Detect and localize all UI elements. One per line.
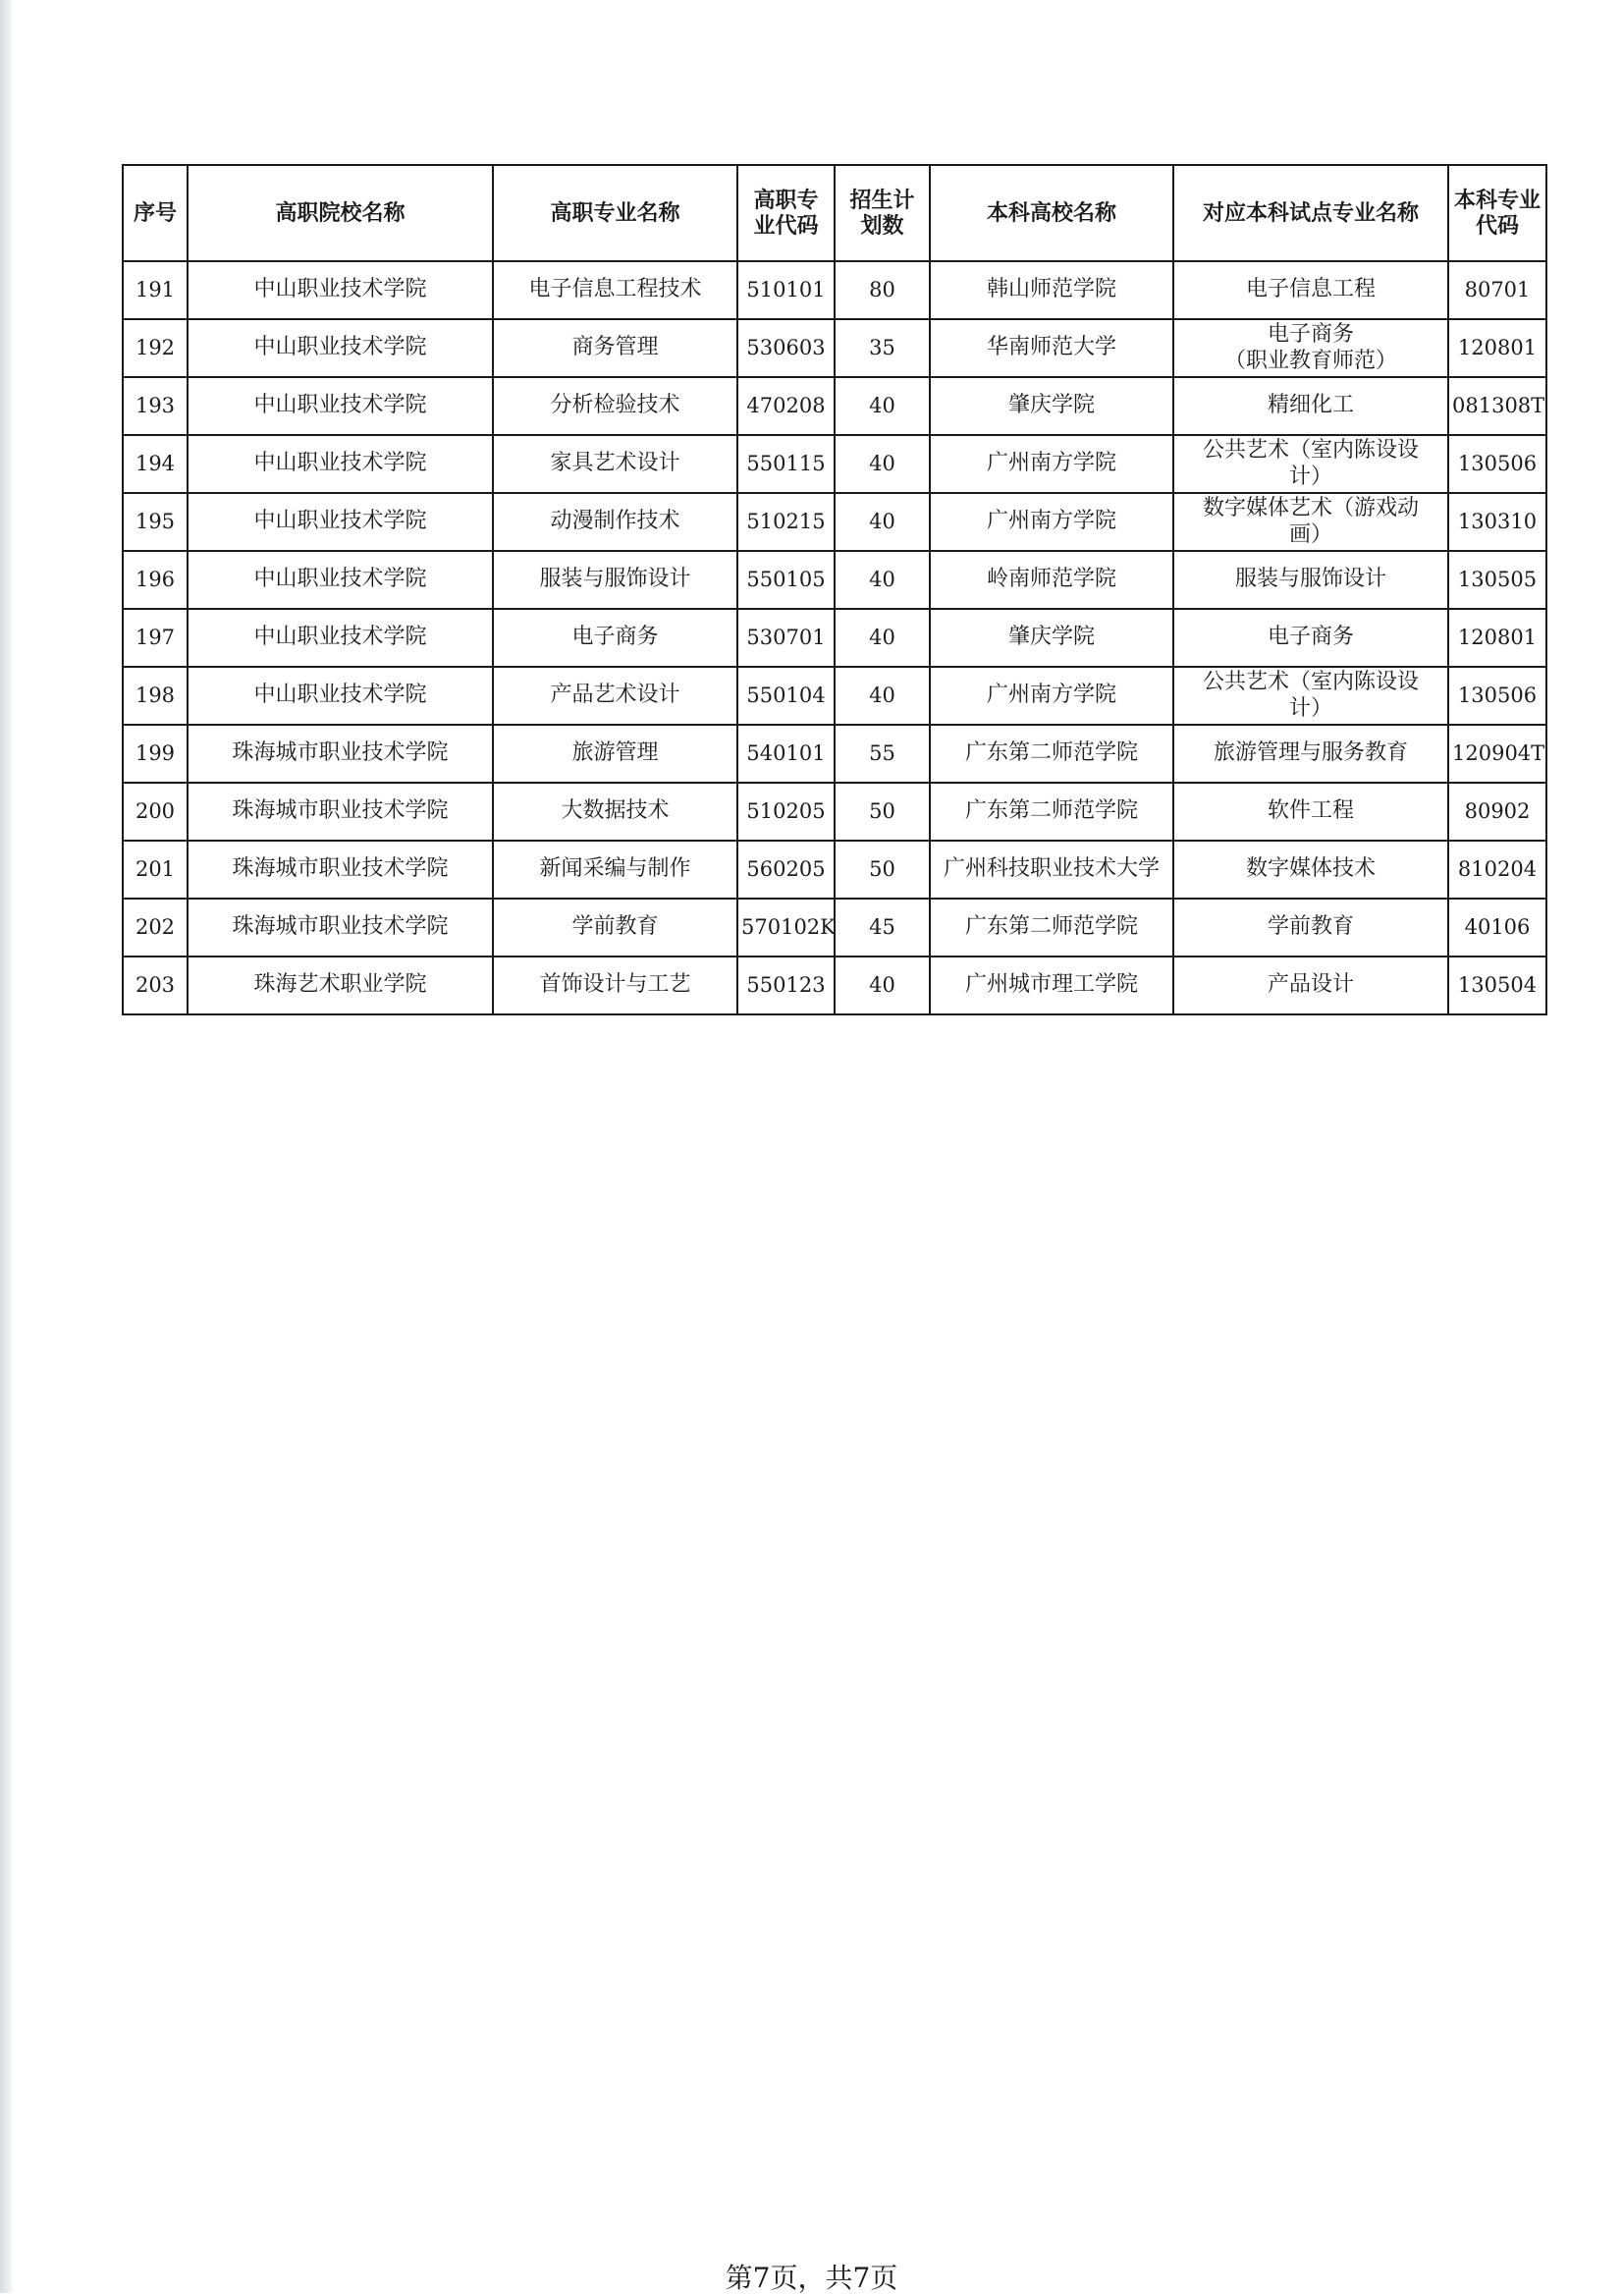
cell-hv-code: 550105 bbox=[737, 551, 835, 609]
cell-ug-major-line: 公共艺术（室内陈设设 bbox=[1202, 438, 1419, 464]
cell-plan: 40 bbox=[835, 377, 930, 435]
cell-ug-major-line: 旅游管理与服务教育 bbox=[1213, 740, 1408, 766]
cell-hv-code: 470208 bbox=[737, 377, 835, 435]
cell-ug-major-line: 数字媒体技术 bbox=[1245, 856, 1376, 882]
cell-hv-school: 中山职业技术学院 bbox=[188, 667, 493, 725]
header-plan-line: 划数 bbox=[860, 213, 904, 239]
cell-ug-code: 130310 bbox=[1448, 493, 1546, 551]
cell-hv-school: 中山职业技术学院 bbox=[188, 551, 493, 609]
cell-ug-school: 肇庆学院 bbox=[930, 609, 1173, 667]
header-hv-school: 高职院校名称 bbox=[188, 165, 493, 261]
cell-seq: 192 bbox=[123, 319, 188, 377]
cell-plan: 40 bbox=[835, 957, 930, 1014]
cell-hv-school: 中山职业技术学院 bbox=[188, 493, 493, 551]
cell-ug-school: 广州南方学院 bbox=[930, 493, 1173, 551]
cell-plan: 40 bbox=[835, 493, 930, 551]
cell-ug-code: 40106 bbox=[1448, 899, 1546, 957]
cell-plan: 40 bbox=[835, 435, 930, 493]
cell-plan: 40 bbox=[835, 551, 930, 609]
cell-ug-major bbox=[1173, 435, 1448, 493]
table-row bbox=[123, 261, 1546, 319]
table-row bbox=[123, 319, 1546, 377]
cell-ug-code: 120801 bbox=[1448, 319, 1546, 377]
table-row bbox=[123, 783, 1546, 841]
cell-hv-code: 550104 bbox=[737, 667, 835, 725]
cell-hv-major: 电子信息工程技术 bbox=[493, 261, 737, 319]
cell-hv-code: 530701 bbox=[737, 609, 835, 667]
cell-hv-code: 510205 bbox=[737, 783, 835, 841]
cell-ug-code: 120801 bbox=[1448, 609, 1546, 667]
cell-ug-school: 肇庆学院 bbox=[930, 377, 1173, 435]
cell-ug-school: 广东第二师范学院 bbox=[930, 783, 1173, 841]
header-seq: 序号 bbox=[123, 165, 188, 261]
cell-seq: 200 bbox=[123, 783, 188, 841]
table-body bbox=[123, 261, 1546, 1014]
cell-ug-school: 广州南方学院 bbox=[930, 435, 1173, 493]
cell-hv-school: 中山职业技术学院 bbox=[188, 435, 493, 493]
cell-hv-school: 珠海城市职业技术学院 bbox=[188, 899, 493, 957]
cell-hv-major: 旅游管理 bbox=[493, 725, 737, 783]
cell-hv-school: 珠海城市职业技术学院 bbox=[188, 841, 493, 899]
cell-hv-major: 学前教育 bbox=[493, 899, 737, 957]
cell-ug-major-line: 电子信息工程 bbox=[1245, 277, 1376, 302]
cell-ug-code: 80701 bbox=[1448, 261, 1546, 319]
table-row bbox=[123, 725, 1546, 783]
cell-seq: 203 bbox=[123, 957, 188, 1014]
cell-ug-major-line: 软件工程 bbox=[1267, 798, 1354, 824]
header-ug-school: 本科高校名称 bbox=[930, 165, 1173, 261]
cell-ug-major bbox=[1173, 319, 1448, 377]
header-ug-code-line: 代码 bbox=[1475, 213, 1519, 239]
cell-ug-major bbox=[1173, 783, 1448, 841]
cell-ug-major bbox=[1173, 609, 1448, 667]
cell-hv-major: 家具艺术设计 bbox=[493, 435, 737, 493]
table-row bbox=[123, 667, 1546, 725]
cell-ug-code: 081308T bbox=[1448, 377, 1546, 435]
header-ug-code-line: 本科专业 bbox=[1453, 187, 1541, 213]
cell-seq: 197 bbox=[123, 609, 188, 667]
cell-ug-school: 广东第二师范学院 bbox=[930, 725, 1173, 783]
cell-ug-major-line: 画） bbox=[1288, 521, 1332, 547]
cell-hv-school: 珠海城市职业技术学院 bbox=[188, 783, 493, 841]
cell-ug-major-line: 计） bbox=[1288, 464, 1332, 489]
cell-plan: 40 bbox=[835, 667, 930, 725]
cell-ug-major bbox=[1173, 957, 1448, 1014]
table-row bbox=[123, 377, 1546, 435]
cell-ug-major-line: 精细化工 bbox=[1267, 393, 1354, 418]
cell-seq: 194 bbox=[123, 435, 188, 493]
cell-ug-school: 韩山师范学院 bbox=[930, 261, 1173, 319]
cell-ug-major bbox=[1173, 493, 1448, 551]
cell-ug-major-line: 学前教育 bbox=[1267, 914, 1354, 940]
cell-plan: 50 bbox=[835, 783, 930, 841]
cell-hv-school: 珠海艺术职业学院 bbox=[188, 957, 493, 1014]
cell-hv-code: 510215 bbox=[737, 493, 835, 551]
cell-hv-code: 560205 bbox=[737, 841, 835, 899]
cell-ug-school: 华南师范大学 bbox=[930, 319, 1173, 377]
table-row bbox=[123, 435, 1546, 493]
header-hv-code-line: 业代码 bbox=[753, 213, 819, 239]
cell-plan: 50 bbox=[835, 841, 930, 899]
cell-hv-major: 分析检验技术 bbox=[493, 377, 737, 435]
cell-ug-major-line: 数字媒体艺术（游戏动 bbox=[1202, 496, 1419, 521]
cell-ug-school: 广东第二师范学院 bbox=[930, 899, 1173, 957]
header-hv-major: 高职专业名称 bbox=[493, 165, 737, 261]
table-row bbox=[123, 957, 1546, 1014]
cell-ug-major bbox=[1173, 551, 1448, 609]
cell-plan: 45 bbox=[835, 899, 930, 957]
cell-seq: 196 bbox=[123, 551, 188, 609]
cell-ug-school: 广州城市理工学院 bbox=[930, 957, 1173, 1014]
cell-hv-major: 服装与服饰设计 bbox=[493, 551, 737, 609]
cell-hv-code: 550115 bbox=[737, 435, 835, 493]
cell-hv-code: 540101 bbox=[737, 725, 835, 783]
cell-plan: 35 bbox=[835, 319, 930, 377]
cell-hv-major: 产品艺术设计 bbox=[493, 667, 737, 725]
cell-seq: 199 bbox=[123, 725, 188, 783]
cell-ug-code: 130504 bbox=[1448, 957, 1546, 1014]
cell-ug-major-line: 计） bbox=[1288, 695, 1332, 721]
cell-ug-major bbox=[1173, 725, 1448, 783]
cell-ug-code: 130506 bbox=[1448, 667, 1546, 725]
cell-plan: 40 bbox=[835, 609, 930, 667]
cell-hv-code: 510101 bbox=[737, 261, 835, 319]
cell-ug-major-line: 电子商务 bbox=[1267, 322, 1354, 348]
cell-hv-code: 530603 bbox=[737, 319, 835, 377]
cell-hv-major: 新闻采编与制作 bbox=[493, 841, 737, 899]
cell-hv-school: 中山职业技术学院 bbox=[188, 319, 493, 377]
cell-ug-major-line: 服装与服饰设计 bbox=[1234, 567, 1386, 592]
header-ug-major: 对应本科试点专业名称 bbox=[1173, 165, 1448, 261]
header-hv-code-line: 高职专 bbox=[753, 187, 819, 213]
header-ug-code bbox=[1448, 165, 1546, 261]
cell-hv-major: 大数据技术 bbox=[493, 783, 737, 841]
cell-ug-major bbox=[1173, 899, 1448, 957]
enrollment-table bbox=[122, 164, 1547, 1015]
header-hv-code bbox=[737, 165, 835, 261]
table-row bbox=[123, 899, 1546, 957]
scan-edge-shadow bbox=[0, 0, 14, 2293]
cell-ug-major-line: 公共艺术（室内陈设设 bbox=[1202, 670, 1419, 695]
cell-ug-school: 岭南师范学院 bbox=[930, 551, 1173, 609]
cell-seq: 191 bbox=[123, 261, 188, 319]
table-row bbox=[123, 551, 1546, 609]
cell-ug-major-line: （职业教育师范） bbox=[1223, 348, 1397, 373]
cell-seq: 193 bbox=[123, 377, 188, 435]
page-number-label: 第7页，共7页 bbox=[725, 2262, 898, 2294]
cell-hv-school: 珠海城市职业技术学院 bbox=[188, 725, 493, 783]
page-footer bbox=[0, 2257, 1623, 2296]
cell-seq: 195 bbox=[123, 493, 188, 551]
table-header bbox=[123, 165, 1546, 261]
cell-hv-school: 中山职业技术学院 bbox=[188, 609, 493, 667]
table-row bbox=[123, 493, 1546, 551]
cell-ug-major bbox=[1173, 261, 1448, 319]
cell-hv-major: 商务管理 bbox=[493, 319, 737, 377]
cell-ug-school: 广州南方学院 bbox=[930, 667, 1173, 725]
cell-hv-major: 电子商务 bbox=[493, 609, 737, 667]
cell-ug-major-line: 产品设计 bbox=[1267, 972, 1354, 998]
cell-ug-major bbox=[1173, 667, 1448, 725]
header-row bbox=[123, 165, 1546, 261]
cell-ug-school: 广州科技职业技术大学 bbox=[930, 841, 1173, 899]
cell-ug-code: 120904T bbox=[1448, 725, 1546, 783]
cell-hv-major: 动漫制作技术 bbox=[493, 493, 737, 551]
cell-ug-code: 80902 bbox=[1448, 783, 1546, 841]
cell-hv-major: 首饰设计与工艺 bbox=[493, 957, 737, 1014]
cell-hv-code: 570102K bbox=[737, 899, 835, 957]
cell-hv-school: 中山职业技术学院 bbox=[188, 261, 493, 319]
cell-ug-code: 810204 bbox=[1448, 841, 1546, 899]
cell-ug-major bbox=[1173, 841, 1448, 899]
table-row bbox=[123, 841, 1546, 899]
table-row bbox=[123, 609, 1546, 667]
cell-ug-major bbox=[1173, 377, 1448, 435]
cell-ug-code: 130506 bbox=[1448, 435, 1546, 493]
header-plan bbox=[835, 165, 930, 261]
cell-seq: 201 bbox=[123, 841, 188, 899]
cell-hv-code: 550123 bbox=[737, 957, 835, 1014]
cell-plan: 55 bbox=[835, 725, 930, 783]
cell-seq: 198 bbox=[123, 667, 188, 725]
cell-ug-code: 130505 bbox=[1448, 551, 1546, 609]
cell-seq: 202 bbox=[123, 899, 188, 957]
cell-ug-major-line: 电子商务 bbox=[1267, 625, 1354, 650]
cell-plan: 80 bbox=[835, 261, 930, 319]
cell-hv-school: 中山职业技术学院 bbox=[188, 377, 493, 435]
header-plan-line: 招生计 bbox=[849, 187, 915, 213]
